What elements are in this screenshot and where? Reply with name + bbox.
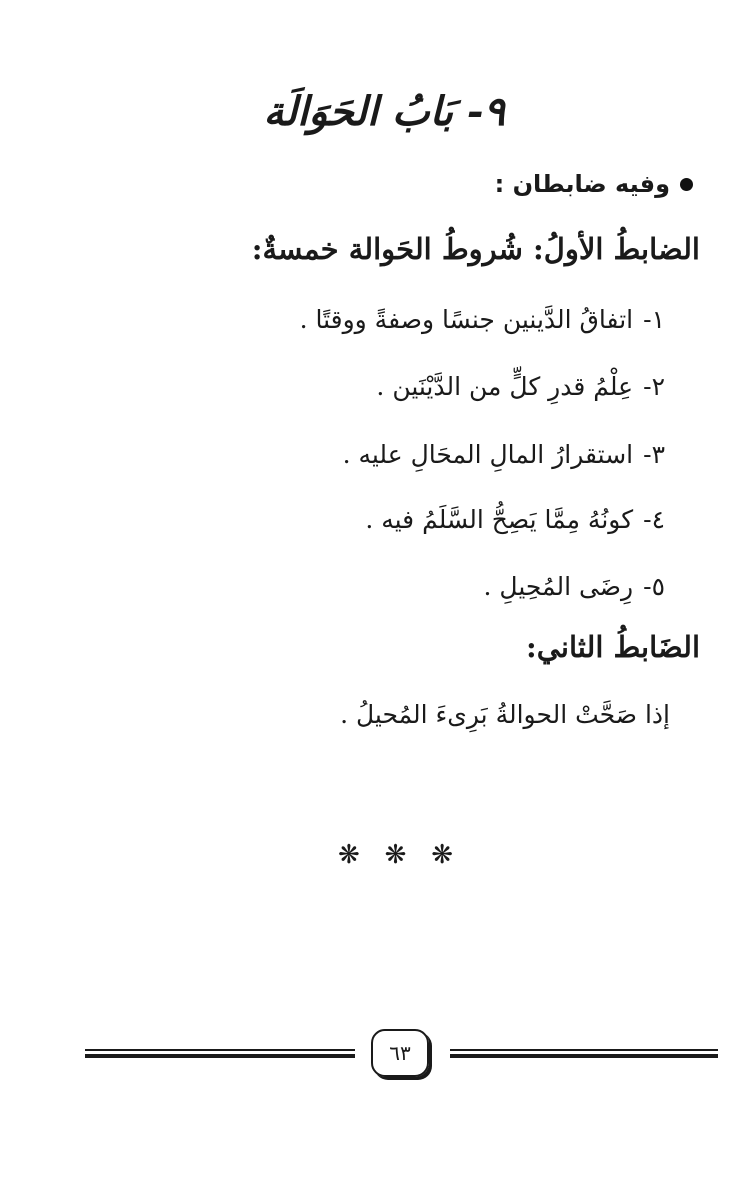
star-icon: ❋ xyxy=(338,840,360,870)
item-text: كونُهُ مِمَّا يَصِحُّ السَّلَمُ فيه . xyxy=(365,505,634,534)
list-item xyxy=(343,440,665,469)
section-separator xyxy=(338,840,453,870)
list-item xyxy=(484,572,666,601)
rule1-heading: الضابطُ الأولُ: شُروطُ الحَوالة خمسةٌ: xyxy=(251,232,700,266)
star-icon: ❋ xyxy=(431,840,453,870)
star-icon: ❋ xyxy=(384,840,407,870)
list-item xyxy=(376,372,665,401)
rule2-text: إذا صَحَّتْ الحوالةُ بَرِىءَ المُحيلُ . xyxy=(340,700,670,729)
list-item xyxy=(365,505,665,534)
list-item xyxy=(300,305,665,334)
intro-line xyxy=(495,170,693,198)
page-footer xyxy=(0,1025,755,1085)
item-text: رِضَى المُحِيلِ . xyxy=(483,572,634,601)
page-number: ٦٣ xyxy=(371,1029,429,1077)
item-number: ٥- xyxy=(643,572,665,601)
rule2-heading: الضَابطُ الثاني: xyxy=(526,630,700,664)
item-number: ٣- xyxy=(643,440,665,469)
item-text: اتفاقُ الدَّينين جنسًا وصفةً ووقتًا . xyxy=(299,305,634,334)
item-text: عِلْمُ قدرِ كلٍّ من الدَّيْنَين . xyxy=(376,372,634,401)
item-number: ٤- xyxy=(643,505,665,534)
bullet-icon xyxy=(680,178,693,191)
chapter-title: ٩- بَابُ الحَوَالَة xyxy=(263,88,505,135)
footer-rule-right xyxy=(450,1049,718,1059)
item-number: ١- xyxy=(643,305,665,334)
intro-text: وفيه ضابطان : xyxy=(494,170,670,198)
footer-rule-left xyxy=(85,1049,355,1059)
item-number: ٢- xyxy=(643,372,665,401)
item-text: استقرارُ المالِ المحَالِ عليه . xyxy=(342,440,634,469)
